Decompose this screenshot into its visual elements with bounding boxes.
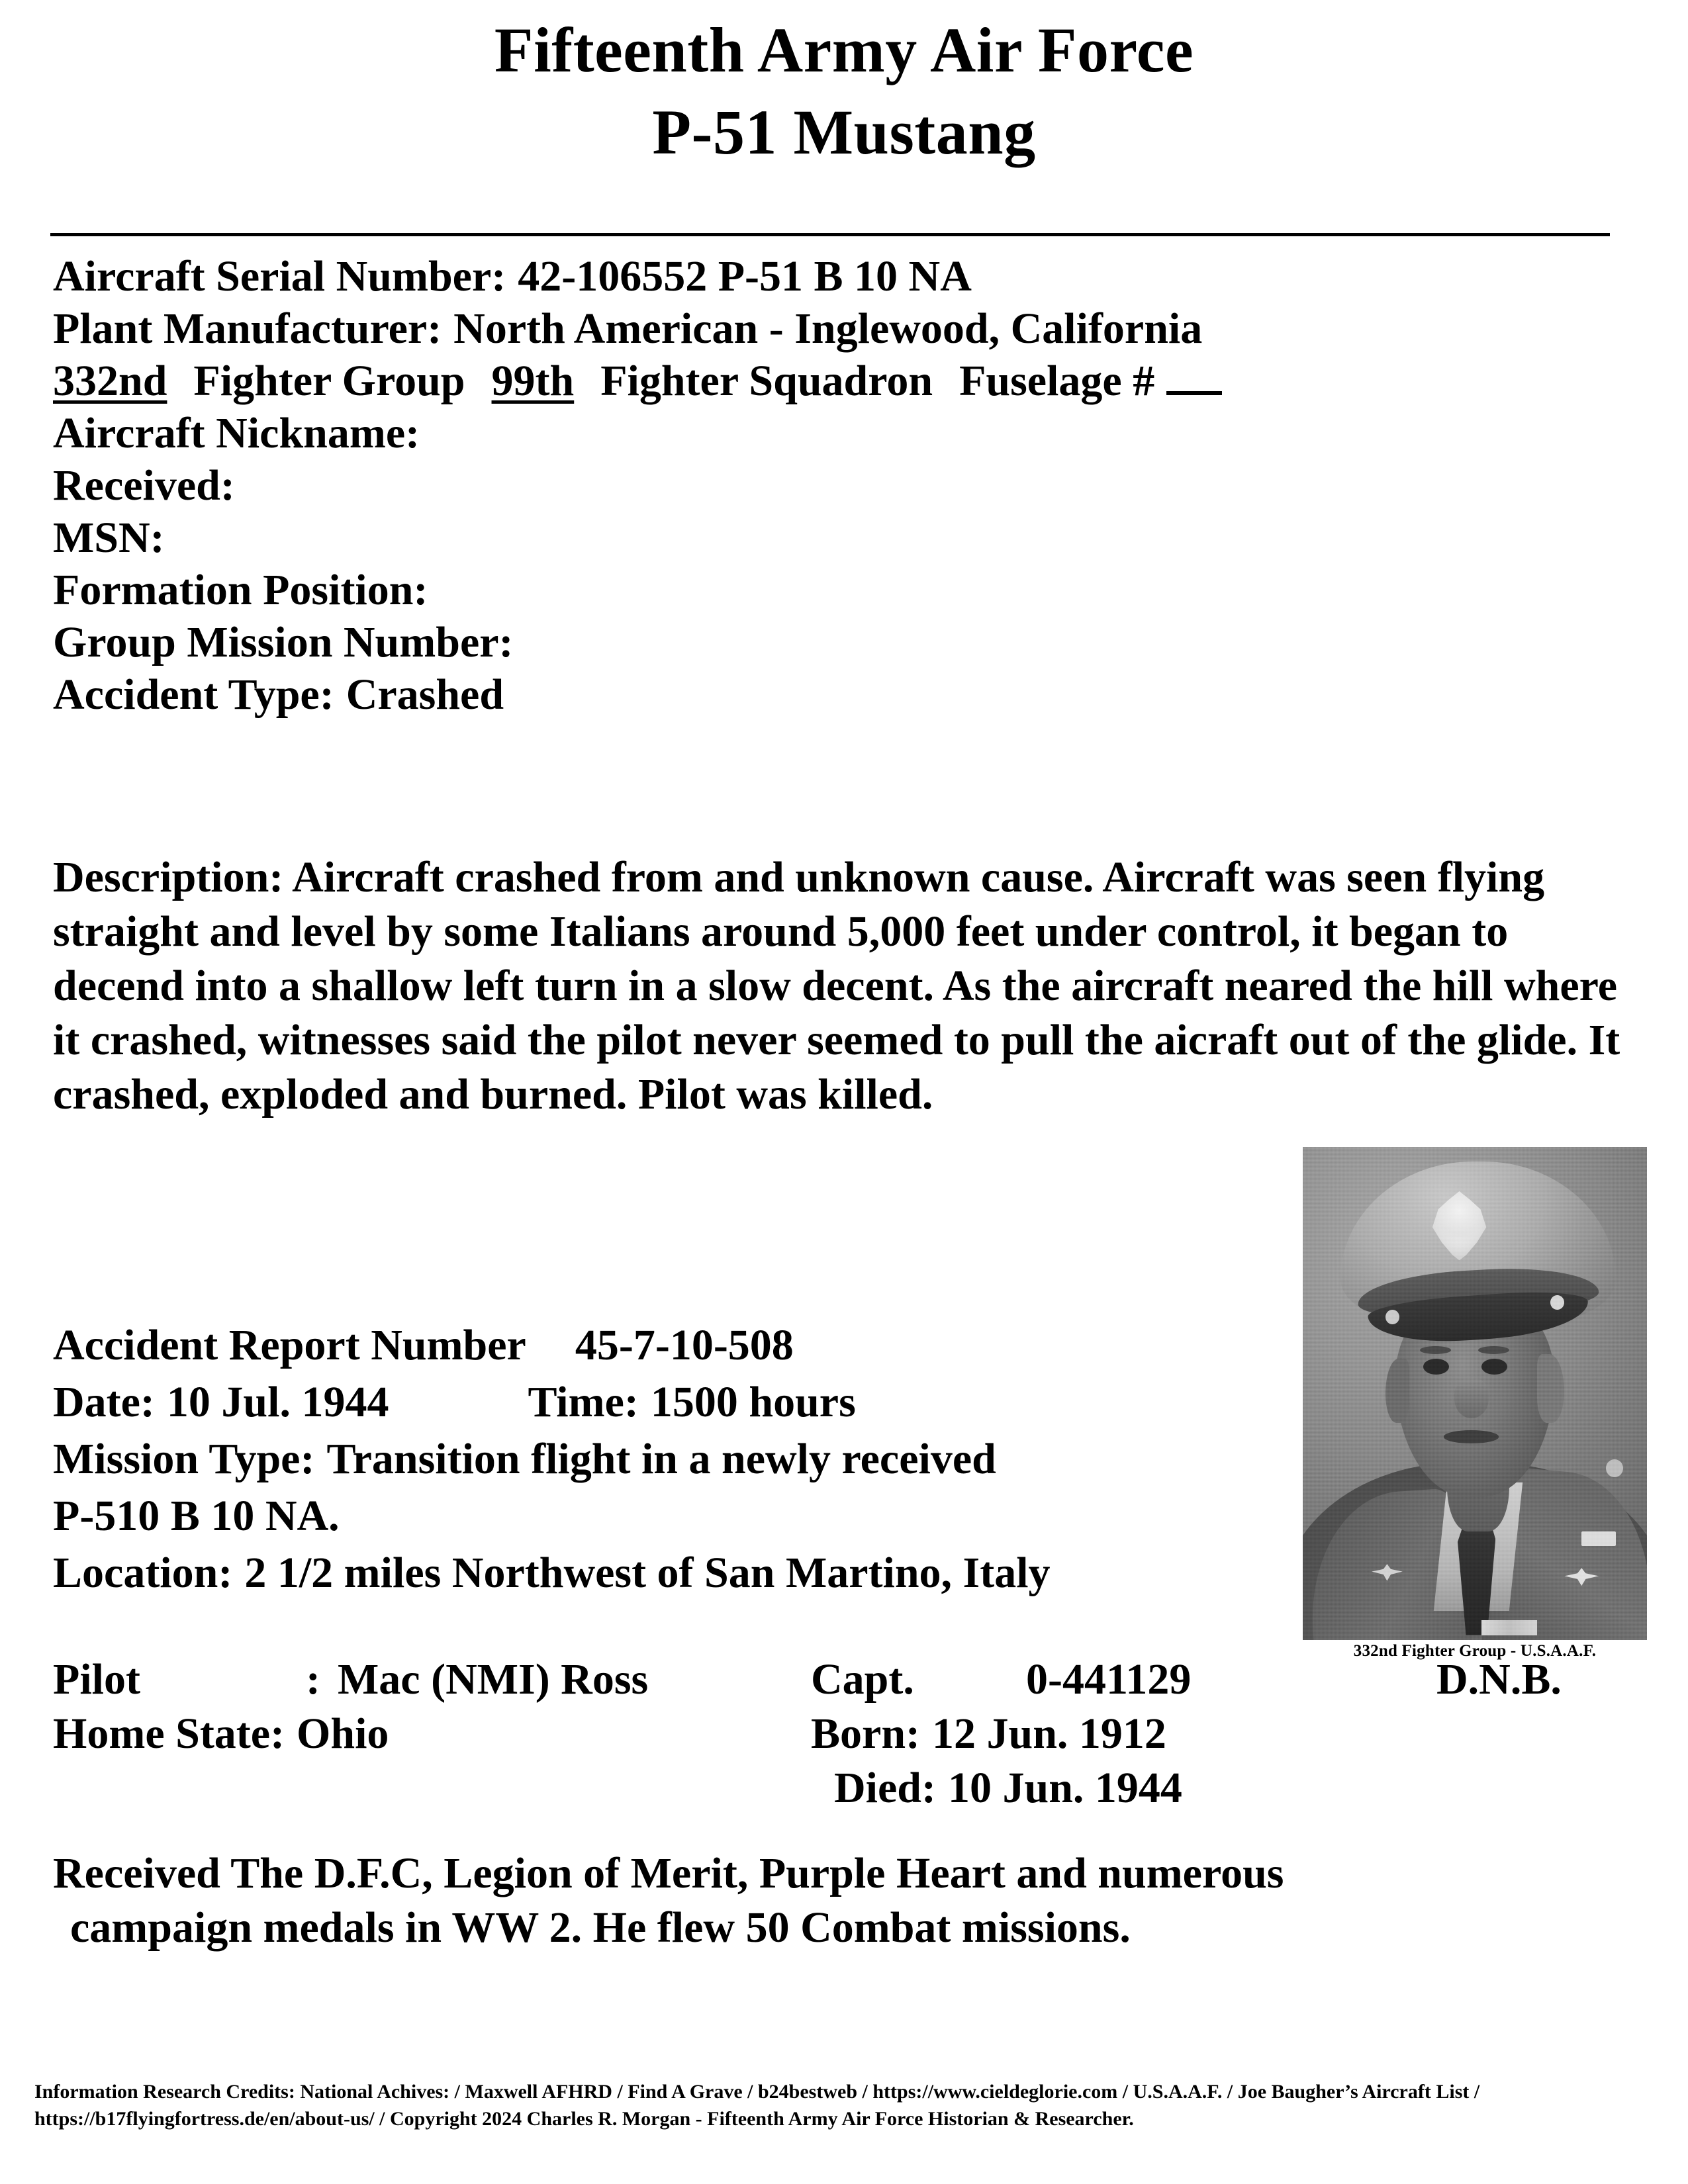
received-row	[53, 459, 1642, 512]
pilot-section	[53, 1655, 1642, 1817]
title-line-secondary: P-51 Mustang	[652, 97, 1036, 167]
plant-manufacturer-row	[53, 302, 1642, 355]
photo-film-grain	[1303, 1147, 1647, 1640]
msn-row	[53, 512, 1642, 564]
page-title	[0, 15, 1688, 167]
pilot-row	[53, 1655, 1642, 1709]
plant-manufacturer-value: North American - Inglewood, California	[453, 304, 1203, 353]
msn-label: MSN:	[53, 514, 165, 562]
group-mission-number-label: Group Mission Number:	[53, 618, 514, 666]
died-value: 10 Jun. 1944	[947, 1764, 1182, 1812]
accident-type-row	[53, 668, 1642, 721]
fighter-group-label: Fighter Group	[193, 357, 465, 405]
home-state-group	[53, 1709, 389, 1759]
mission-type-row	[53, 1431, 1297, 1488]
formation-position-label: Formation Position:	[53, 566, 428, 614]
pilot-name: Mac (NMI) Ross	[338, 1655, 649, 1704]
born-label: Born:	[811, 1709, 920, 1758]
aircraft-serial-value: 42-106552 P-51 B 10 NA	[518, 252, 972, 300]
description-paragraph: Description: Aircraft crashed from and unknown cause. Aircraft was seen flying straight and level by some Italians around 5,000 feet under control, it began to decend into a shallow left turn in a slow decent. As the aircraft neared the hill where it crashed, witnesses said the pilot never seemed to pull the aicraft out of the glide. It crashed, exploded and burned. Pilot was killed.	[53, 853, 1620, 1118]
location-row	[53, 1545, 1297, 1602]
awards-line-2: campaign medals in WW 2. He flew 50 Combat missions.	[70, 1903, 1131, 1952]
aircraft-serial-label: Aircraft Serial Number:	[53, 252, 506, 300]
title-line-primary: Fifteenth Army Air Force	[494, 15, 1194, 85]
unit-assignment-row	[53, 355, 1642, 407]
pilot-photo-block	[1303, 1147, 1647, 1662]
mission-type-value: Transition flight in a newly received	[326, 1435, 996, 1483]
accident-report-section	[53, 1317, 1297, 1602]
formation-position-row	[53, 564, 1642, 616]
pilot-status-badge: D.N.B.	[1436, 1655, 1562, 1704]
group-mission-number-row	[53, 616, 1642, 668]
pilot-rank: Capt.	[811, 1655, 914, 1704]
title-divider	[50, 233, 1610, 236]
footer-credits-line-2: https://b17flyingfortress.de/en/about-us/ / Copyright 2024 Charles R. Morgan - Fifteenth Army Air Force Historian & Researcher.	[34, 2108, 1134, 2130]
date-time-row	[53, 1374, 1297, 1431]
home-state-label: Home State:	[53, 1709, 285, 1758]
received-label: Received:	[53, 461, 235, 510]
mission-type-value-line2: P-510 B 10 NA.	[53, 1492, 340, 1540]
born-group	[811, 1709, 1166, 1759]
accident-type-value: Crashed	[346, 670, 504, 719]
accident-report-number-label: Accident Report Number	[53, 1321, 526, 1369]
born-value: 12 Jun. 1912	[932, 1709, 1166, 1758]
pilot-serial-number: 0-441129	[1026, 1655, 1192, 1704]
accident-report-number-row	[53, 1317, 1297, 1374]
location-label: Location:	[53, 1549, 233, 1597]
aircraft-nickname-row	[53, 407, 1642, 459]
fuselage-number-label: Fuselage #	[959, 357, 1155, 405]
fighter-squadron-label: Fighter Squadron	[600, 357, 933, 405]
footer-credits-line-1: Information Research Credits: National Achives: / Maxwell AFHRD / Find A Grave / b24bestweb / https://www.cieldeglorie.com / U.S.A.A.F. / Joe Baugher’s Aircraft List /	[34, 2081, 1480, 2103]
home-state-value: Ohio	[297, 1709, 389, 1758]
died-row	[53, 1763, 1642, 1817]
time-label: Time:	[528, 1378, 639, 1426]
mission-type-label: Mission Type:	[53, 1435, 315, 1483]
location-value: 2 1/2 miles Northwest of San Martino, Italy	[244, 1549, 1051, 1597]
fighter-group-value: 332nd	[53, 357, 167, 405]
pilot-label: Pilot	[53, 1655, 140, 1704]
aircraft-details-section	[53, 250, 1642, 721]
died-label: Died:	[834, 1764, 936, 1812]
time-value: 1500 hours	[650, 1378, 856, 1426]
awards-section	[53, 1846, 1509, 1955]
aircraft-serial-row	[53, 250, 1642, 302]
fighter-squadron-value: 99th	[491, 357, 575, 405]
date-label: Date:	[53, 1378, 155, 1426]
footer-credits	[34, 2078, 1663, 2132]
pilot-portrait-photo	[1303, 1147, 1647, 1640]
date-value: 10 Jul. 1944	[166, 1378, 389, 1426]
died-group	[834, 1763, 1182, 1813]
plant-manufacturer-label: Plant Manufacturer:	[53, 304, 442, 353]
fuselage-number-blank	[1166, 361, 1222, 395]
home-state-born-row	[53, 1709, 1642, 1763]
photo-caption: 332nd Fighter Group - U.S.A.A.F.	[1353, 1642, 1597, 1660]
accident-type-label: Accident Type:	[53, 670, 334, 719]
accident-report-number-value: 45-7-10-508	[575, 1321, 794, 1369]
aircraft-nickname-label: Aircraft Nickname:	[53, 409, 420, 457]
pilot-colon: :	[306, 1655, 320, 1704]
awards-line-1: Received The D.F.C, Legion of Merit, Purple Heart and numerous	[53, 1849, 1284, 1897]
mission-type-row-continued	[53, 1488, 1297, 1545]
